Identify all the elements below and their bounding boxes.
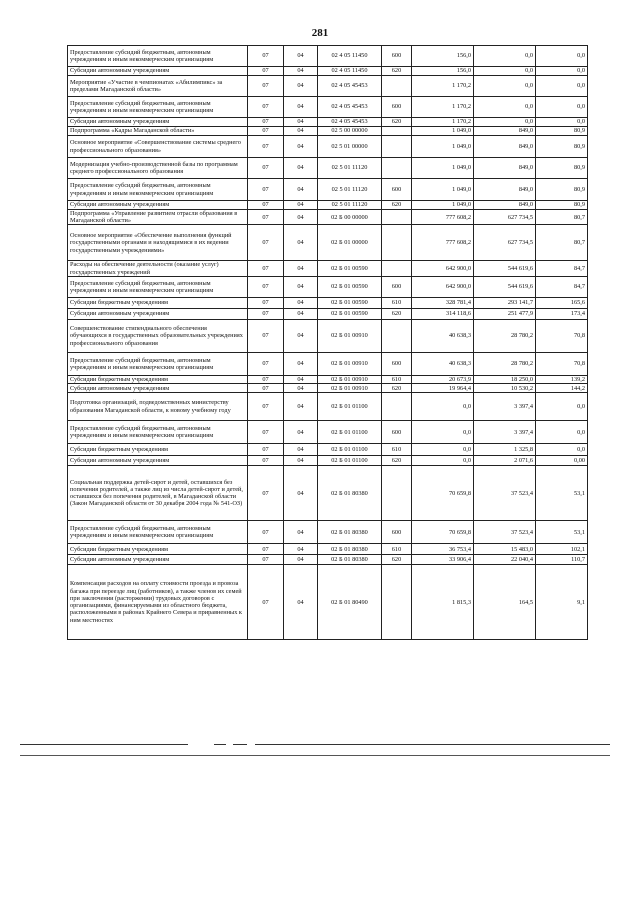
target-article-code: 02 4 05 45453 <box>318 76 382 97</box>
section-code: 07 <box>248 544 284 555</box>
expense-type-code: 620 <box>382 456 412 466</box>
table-row <box>68 565 588 640</box>
section-code: 07 <box>248 276 284 297</box>
execution-percent: 0,0 <box>536 67 588 76</box>
expense-type-code <box>382 76 412 97</box>
row-name: Субсидии автономным учреждениям <box>68 456 248 466</box>
target-article-code: 02 Б 01 00910 <box>318 375 382 383</box>
target-article-code: 02 Б 01 00910 <box>318 352 382 375</box>
section-code: 07 <box>248 352 284 375</box>
subsection-code: 04 <box>284 261 318 276</box>
expense-type-code: 600 <box>382 421 412 444</box>
executed-amount: 293 141,7 <box>474 297 536 308</box>
executed-amount: 0,0 <box>474 97 536 118</box>
planned-amount: 642 900,0 <box>412 276 474 297</box>
planned-amount: 1 049,0 <box>412 136 474 158</box>
section-code: 07 <box>248 456 284 466</box>
executed-amount: 10 530,2 <box>474 384 536 393</box>
subsection-code: 04 <box>284 456 318 466</box>
planned-amount: 0,0 <box>412 444 474 456</box>
execution-percent: 110,7 <box>536 555 588 565</box>
subsection-code: 04 <box>284 179 318 201</box>
expense-type-code: 600 <box>382 97 412 118</box>
subsection-code: 04 <box>284 555 318 565</box>
planned-amount: 1 170,2 <box>412 97 474 118</box>
planned-amount: 1 170,2 <box>412 118 474 127</box>
planned-amount: 1 049,0 <box>412 158 474 179</box>
section-code: 07 <box>248 118 284 127</box>
table-row <box>68 308 588 319</box>
subsection-code: 04 <box>284 544 318 555</box>
row-name: Основное мероприятие «Обеспечение выполнения функций государственными органами и находящимися в их ведении государственными учреждениями» <box>68 225 248 261</box>
row-name: Субсидии автономным учреждениям <box>68 67 248 76</box>
executed-amount: 0,0 <box>474 67 536 76</box>
planned-amount: 0,0 <box>412 456 474 466</box>
expense-type-code <box>382 127 412 136</box>
target-article-code: 02 4 05 45453 <box>318 97 382 118</box>
execution-percent: 80,9 <box>536 179 588 201</box>
executed-amount: 251 477,9 <box>474 308 536 319</box>
subsection-code: 04 <box>284 466 318 521</box>
section-code: 07 <box>248 308 284 319</box>
row-name: Модернизация учебно-производственной базы по программам среднего профессионального образования <box>68 158 248 179</box>
section-code: 07 <box>248 76 284 97</box>
execution-percent: 0,0 <box>536 97 588 118</box>
executed-amount: 3 397,4 <box>474 421 536 444</box>
subsection-code: 04 <box>284 97 318 118</box>
table-row <box>68 421 588 444</box>
subsection-code: 04 <box>284 393 318 421</box>
section-code: 07 <box>248 67 284 76</box>
section-code: 07 <box>248 521 284 544</box>
table-row <box>68 297 588 308</box>
row-name: Подготовка организаций, подведомственных министерству образования Магаданской области, к новому учебному году <box>68 393 248 421</box>
row-name: Компенсация расходов на оплату стоимости проезда и провоза багажа при переезде лиц (работников), а также членов их семей при заключении (расторжении) трудовых договоров с организациями, финансируемыми из областного бюджета, расположенными в районах Крайнего Севера и приравненных к ним местностях <box>68 565 248 640</box>
target-article-code: 02 Б 00 00000 <box>318 210 382 225</box>
row-name: Мероприятие «Участие в чемпионатах «Абилимпикс» за пределами Магаданской области» <box>68 76 248 97</box>
row-name: Совершенствование стипендиального обеспечения обучающихся в государственных образовательных учреждениях профессионального образования <box>68 319 248 352</box>
expense-type-code: 600 <box>382 276 412 297</box>
target-article-code: 02 5 01 11120 <box>318 179 382 201</box>
target-article-code: 02 4 05 11450 <box>318 46 382 67</box>
executed-amount: 0,0 <box>474 118 536 127</box>
planned-amount: 20 673,9 <box>412 375 474 383</box>
execution-percent: 139,2 <box>536 375 588 383</box>
page-number: 281 <box>311 27 329 39</box>
target-article-code: 02 Б 01 01100 <box>318 421 382 444</box>
executed-amount: 0,0 <box>474 46 536 67</box>
target-article-code: 02 Б 01 01100 <box>318 456 382 466</box>
target-article-code: 02 Б 01 00590 <box>318 297 382 308</box>
expense-type-code: 620 <box>382 118 412 127</box>
target-article-code: 02 Б 01 01100 <box>318 393 382 421</box>
section-code: 07 <box>248 201 284 210</box>
target-article-code: 02 Б 01 80490 <box>318 565 382 640</box>
execution-percent: 102,1 <box>536 544 588 555</box>
expense-type-code: 600 <box>382 46 412 67</box>
table-row <box>68 179 588 201</box>
table-row <box>68 201 588 210</box>
section-code: 07 <box>248 565 284 640</box>
planned-amount: 40 638,3 <box>412 319 474 352</box>
executed-amount: 2 071,6 <box>474 456 536 466</box>
expense-type-code: 600 <box>382 521 412 544</box>
executed-amount: 849,0 <box>474 179 536 201</box>
planned-amount: 36 753,4 <box>412 544 474 555</box>
executed-amount: 3 397,4 <box>474 393 536 421</box>
expense-type-code: 610 <box>382 375 412 383</box>
row-name: Предоставление субсидий бюджетным, автономным учреждениям и иным некоммерческим организациям <box>68 97 248 118</box>
footer-rule-fragment <box>233 744 247 745</box>
expense-type-code <box>382 319 412 352</box>
table-row <box>68 225 588 261</box>
row-name: Субсидии автономным учреждениям <box>68 555 248 565</box>
subsection-code: 04 <box>284 375 318 383</box>
row-name: Субсидии бюджетным учреждениям <box>68 375 248 383</box>
executed-amount: 849,0 <box>474 158 536 179</box>
table-row <box>68 210 588 225</box>
execution-percent: 165,6 <box>536 297 588 308</box>
planned-amount: 70 659,8 <box>412 466 474 521</box>
expense-type-code: 610 <box>382 544 412 555</box>
table-row <box>68 76 588 97</box>
target-article-code: 02 Б 01 00910 <box>318 319 382 352</box>
table-row <box>68 276 588 297</box>
planned-amount: 156,0 <box>412 46 474 67</box>
subsection-code: 04 <box>284 352 318 375</box>
row-name: Субсидии автономным учреждениям <box>68 384 248 393</box>
expense-type-code: 620 <box>382 384 412 393</box>
planned-amount: 777 608,2 <box>412 210 474 225</box>
table-row <box>68 127 588 136</box>
row-name: Предоставление субсидий бюджетным, автономным учреждениям и иным некоммерческим организациям <box>68 46 248 67</box>
executed-amount: 18 250,0 <box>474 375 536 383</box>
execution-percent: 0,0 <box>536 76 588 97</box>
executed-amount: 28 780,2 <box>474 352 536 375</box>
target-article-code: 02 Б 01 80380 <box>318 521 382 544</box>
footer-rule <box>255 744 610 745</box>
subsection-code: 04 <box>284 421 318 444</box>
planned-amount: 40 638,3 <box>412 352 474 375</box>
table-row <box>68 46 588 67</box>
table-row <box>68 97 588 118</box>
expense-type-code <box>382 210 412 225</box>
execution-percent: 84,7 <box>536 261 588 276</box>
subsection-code: 04 <box>284 308 318 319</box>
planned-amount: 0,0 <box>412 421 474 444</box>
execution-percent: 80,9 <box>536 127 588 136</box>
target-article-code: 02 4 05 45453 <box>318 118 382 127</box>
table-row <box>68 352 588 375</box>
planned-amount: 328 781,4 <box>412 297 474 308</box>
target-article-code: 02 5 01 11120 <box>318 201 382 210</box>
subsection-code: 04 <box>284 76 318 97</box>
subsection-code: 04 <box>284 136 318 158</box>
section-code: 07 <box>248 261 284 276</box>
expense-type-code: 600 <box>382 179 412 201</box>
planned-amount: 70 659,8 <box>412 521 474 544</box>
target-article-code: 02 Б 01 00000 <box>318 225 382 261</box>
target-article-code: 02 4 05 11450 <box>318 67 382 76</box>
footer-rule <box>20 744 188 745</box>
target-article-code: 02 Б 01 00590 <box>318 308 382 319</box>
section-code: 07 <box>248 375 284 383</box>
planned-amount: 1 049,0 <box>412 179 474 201</box>
execution-percent: 0,0 <box>536 118 588 127</box>
table-row <box>68 466 588 521</box>
expense-type-code: 620 <box>382 308 412 319</box>
subsection-code: 04 <box>284 444 318 456</box>
table-row <box>68 375 588 383</box>
target-article-code: 02 5 00 00000 <box>318 127 382 136</box>
section-code: 07 <box>248 319 284 352</box>
execution-percent: 84,7 <box>536 276 588 297</box>
planned-amount: 1 049,0 <box>412 127 474 136</box>
footer-rule-fragment <box>214 744 226 745</box>
execution-percent: 70,8 <box>536 352 588 375</box>
section-code: 07 <box>248 444 284 456</box>
execution-percent: 173,4 <box>536 308 588 319</box>
executed-amount: 544 619,6 <box>474 276 536 297</box>
execution-percent: 0,0 <box>536 444 588 456</box>
table-row <box>68 384 588 393</box>
section-code: 07 <box>248 97 284 118</box>
execution-percent: 0,00 <box>536 456 588 466</box>
subsection-code: 04 <box>284 210 318 225</box>
footer-rule-lower <box>20 755 610 756</box>
planned-amount: 642 900,0 <box>412 261 474 276</box>
planned-amount: 19 964,4 <box>412 384 474 393</box>
subsection-code: 04 <box>284 201 318 210</box>
section-code: 07 <box>248 297 284 308</box>
target-article-code: 02 Б 01 00590 <box>318 276 382 297</box>
executed-amount: 849,0 <box>474 127 536 136</box>
table-row <box>68 521 588 544</box>
table-row <box>68 555 588 565</box>
row-name: Субсидии бюджетным учреждениям <box>68 444 248 456</box>
section-code: 07 <box>248 158 284 179</box>
planned-amount: 1 815,3 <box>412 565 474 640</box>
table-row <box>68 67 588 76</box>
execution-percent: 80,7 <box>536 225 588 261</box>
subsection-code: 04 <box>284 521 318 544</box>
expense-type-code <box>382 466 412 521</box>
table-row <box>68 319 588 352</box>
section-code: 07 <box>248 46 284 67</box>
row-name: Подпрограмма «Кадры Магаданской области» <box>68 127 248 136</box>
target-article-code: 02 5 01 00000 <box>318 136 382 158</box>
execution-percent: 0,0 <box>536 393 588 421</box>
table-body <box>68 46 588 640</box>
subsection-code: 04 <box>284 319 318 352</box>
planned-amount: 156,0 <box>412 67 474 76</box>
section-code: 07 <box>248 393 284 421</box>
target-article-code: 02 Б 01 80380 <box>318 544 382 555</box>
table-row <box>68 118 588 127</box>
target-article-code: 02 Б 01 00910 <box>318 384 382 393</box>
section-code: 07 <box>248 127 284 136</box>
execution-percent: 70,8 <box>536 319 588 352</box>
planned-amount: 33 906,4 <box>412 555 474 565</box>
subsection-code: 04 <box>284 46 318 67</box>
row-name: Субсидии бюджетным учреждениям <box>68 297 248 308</box>
section-code: 07 <box>248 225 284 261</box>
planned-amount: 1 170,2 <box>412 76 474 97</box>
subsection-code: 04 <box>284 158 318 179</box>
target-article-code: 02 5 01 11120 <box>318 158 382 179</box>
row-name: Социальная поддержка детей-сирот и детей, оставшихся без попечения родителей, а также лиц из числа детей-сирот и детей, оставшихся без попечения родителей, в Магаданской области (Закон Магаданской области от 30 декабря 2004 года № 541-ОЗ) <box>68 466 248 521</box>
row-name: Предоставление субсидий бюджетным, автономным учреждениям и иным некоммерческим организациям <box>68 179 248 201</box>
table-row <box>68 136 588 158</box>
execution-percent: 0,0 <box>536 46 588 67</box>
table-row <box>68 158 588 179</box>
subsection-code: 04 <box>284 384 318 393</box>
section-code: 07 <box>248 136 284 158</box>
table-row <box>68 456 588 466</box>
planned-amount: 0,0 <box>412 393 474 421</box>
target-article-code: 02 Б 01 80380 <box>318 555 382 565</box>
execution-percent: 53,1 <box>536 466 588 521</box>
section-code: 07 <box>248 421 284 444</box>
subsection-code: 04 <box>284 297 318 308</box>
row-name: Предоставление субсидий бюджетным, автономным учреждениям и иным некоммерческим организациям <box>68 521 248 544</box>
row-name: Предоставление субсидий бюджетным, автономным учреждениям и иным некоммерческим организациям <box>68 352 248 375</box>
expense-type-code: 620 <box>382 67 412 76</box>
expense-type-code <box>382 261 412 276</box>
subsection-code: 04 <box>284 276 318 297</box>
expense-type-code: 610 <box>382 444 412 456</box>
planned-amount: 314 118,6 <box>412 308 474 319</box>
planned-amount: 777 608,2 <box>412 225 474 261</box>
row-name: Предоставление субсидий бюджетным, автономным учреждениям и иным некоммерческим организациям <box>68 421 248 444</box>
section-code: 07 <box>248 384 284 393</box>
table-row <box>68 261 588 276</box>
execution-percent: 53,1 <box>536 521 588 544</box>
expense-type-code <box>382 158 412 179</box>
expense-type-code <box>382 565 412 640</box>
section-code: 07 <box>248 179 284 201</box>
target-article-code: 02 Б 01 80380 <box>318 466 382 521</box>
section-code: 07 <box>248 210 284 225</box>
row-name: Субсидии автономным учреждениям <box>68 201 248 210</box>
planned-amount: 1 049,0 <box>412 201 474 210</box>
subsection-code: 04 <box>284 127 318 136</box>
execution-percent: 0,0 <box>536 421 588 444</box>
executed-amount: 28 780,2 <box>474 319 536 352</box>
execution-percent: 9,1 <box>536 565 588 640</box>
executed-amount: 37 523,4 <box>474 466 536 521</box>
expense-type-code: 620 <box>382 555 412 565</box>
table-row <box>68 393 588 421</box>
target-article-code: 02 Б 01 01100 <box>318 444 382 456</box>
executed-amount: 37 523,4 <box>474 521 536 544</box>
execution-percent: 144,2 <box>536 384 588 393</box>
subsection-code: 04 <box>284 225 318 261</box>
row-name: Предоставление субсидий бюджетным, автономным учреждениям и иным некоммерческим организациям <box>68 276 248 297</box>
row-name: Субсидии бюджетным учреждениям <box>68 544 248 555</box>
subsection-code: 04 <box>284 118 318 127</box>
executed-amount: 15 483,0 <box>474 544 536 555</box>
expense-type-code: 600 <box>382 352 412 375</box>
executed-amount: 627 734,5 <box>474 225 536 261</box>
execution-percent: 80,7 <box>536 210 588 225</box>
executed-amount: 164,5 <box>474 565 536 640</box>
table-row <box>68 444 588 456</box>
budget-table <box>67 45 588 640</box>
executed-amount: 544 619,6 <box>474 261 536 276</box>
expense-type-code <box>382 225 412 261</box>
row-name: Расходы на обеспечение деятельности (оказание услуг) государственных учреждений <box>68 261 248 276</box>
row-name: Субсидии автономным учреждениям <box>68 118 248 127</box>
executed-amount: 22 040,4 <box>474 555 536 565</box>
executed-amount: 0,0 <box>474 76 536 97</box>
table-row <box>68 544 588 555</box>
execution-percent: 80,9 <box>536 136 588 158</box>
execution-percent: 80,9 <box>536 201 588 210</box>
executed-amount: 1 325,8 <box>474 444 536 456</box>
section-code: 07 <box>248 555 284 565</box>
subsection-code: 04 <box>284 565 318 640</box>
section-code: 07 <box>248 466 284 521</box>
execution-percent: 80,9 <box>536 158 588 179</box>
expense-type-code <box>382 393 412 421</box>
row-name: Подпрограмма «Управление развитием отрасли образования в Магаданской области» <box>68 210 248 225</box>
row-name: Основное мероприятие «Совершенствование системы среднего профессионального образования» <box>68 136 248 158</box>
expense-type-code <box>382 136 412 158</box>
executed-amount: 849,0 <box>474 201 536 210</box>
executed-amount: 849,0 <box>474 136 536 158</box>
expense-type-code: 610 <box>382 297 412 308</box>
row-name: Субсидии автономным учреждениям <box>68 308 248 319</box>
executed-amount: 627 734,5 <box>474 210 536 225</box>
target-article-code: 02 Б 01 00590 <box>318 261 382 276</box>
expense-type-code: 620 <box>382 201 412 210</box>
subsection-code: 04 <box>284 67 318 76</box>
